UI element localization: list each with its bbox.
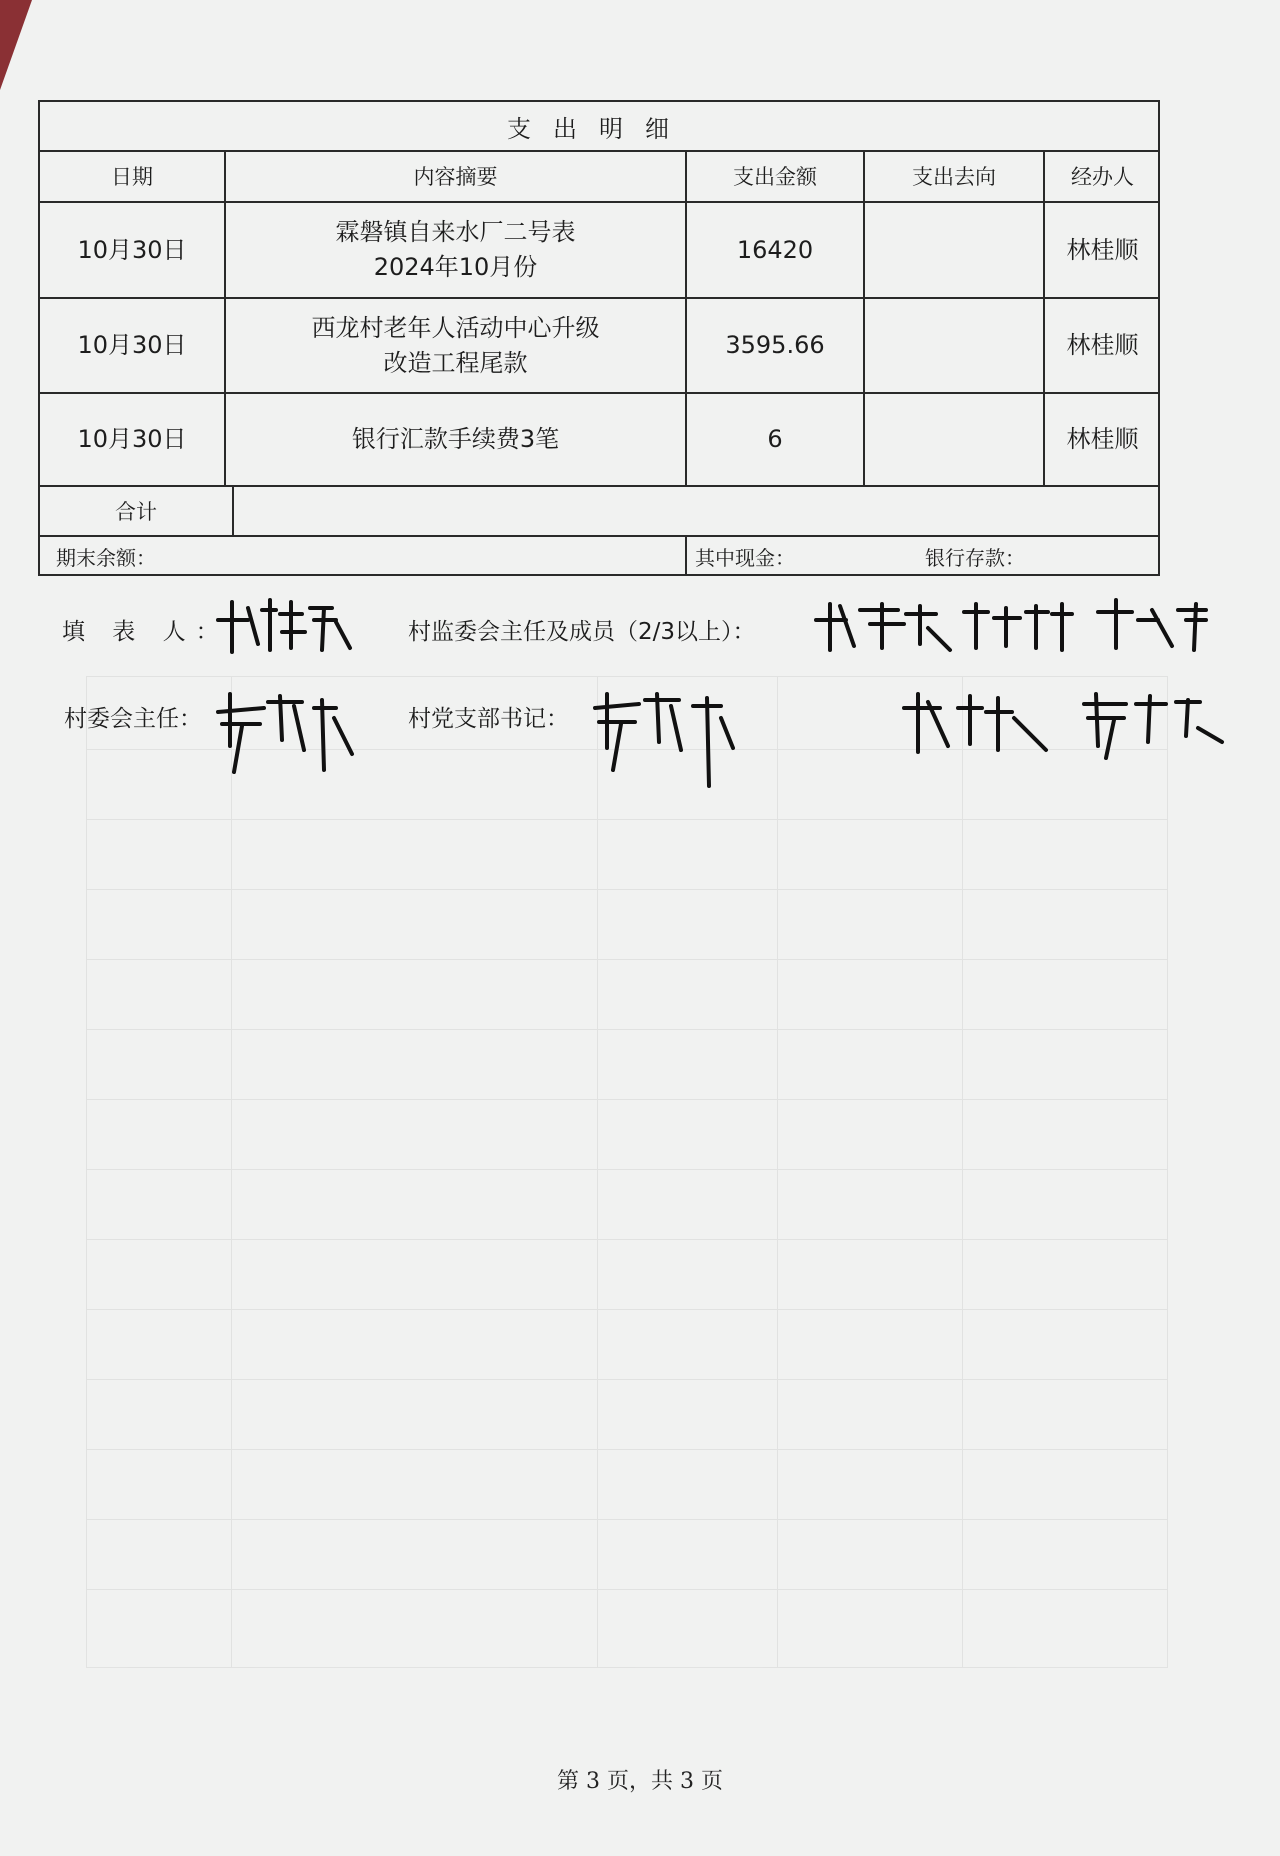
- total-row: [40, 487, 1158, 537]
- party-signature: [585, 684, 745, 794]
- ending-balance-label: 期末余额：: [40, 537, 687, 576]
- party-label: 村党支部书记：: [408, 706, 569, 732]
- row-amount: 3595.66: [687, 299, 865, 392]
- page-number: 第 3 页，共 3 页: [557, 1769, 723, 1794]
- row-amount: 6: [687, 394, 865, 485]
- table-header-row: [40, 150, 1158, 203]
- header-amount: 支出金额: [687, 150, 865, 201]
- header-date: 日期: [40, 150, 226, 201]
- row-destination: [865, 203, 1045, 297]
- table-row: [40, 203, 1158, 299]
- row-amount: 16420: [687, 203, 865, 297]
- row-date: 10月30日: [40, 299, 226, 392]
- row-summary: 银行汇款手续费3笔: [226, 394, 687, 485]
- expense-detail-table: [38, 100, 1160, 576]
- row-date: 10月30日: [40, 394, 226, 485]
- committee-label: 村委会主任：: [64, 706, 202, 732]
- header-summary: 内容摘要: [226, 150, 687, 201]
- table-row: [40, 299, 1158, 394]
- extra-signatures: [900, 684, 1230, 764]
- header-handler: 经办人: [1071, 164, 1134, 189]
- header-destination: 支出去向: [865, 150, 1045, 201]
- bleed-through-table: [86, 676, 1168, 1668]
- total-label: 合计: [40, 487, 234, 535]
- table-title: 支出明细: [40, 102, 1158, 152]
- total-value: [234, 487, 1158, 535]
- cash-label: 其中现金：: [695, 546, 795, 570]
- row-summary: 霖磐镇自来水厂二号表 2024年10月份: [226, 203, 687, 297]
- row-summary: 西龙村老年人活动中心升级 改造工程尾款: [226, 299, 687, 392]
- row-destination: [865, 299, 1045, 392]
- supervisor-signatures: [812, 592, 1222, 660]
- preparer-signature: [210, 590, 360, 660]
- table-row: [40, 394, 1158, 487]
- supervisor-label: 村监委会主任及成员（2/3以上）：: [408, 619, 756, 645]
- row-handler: 林桂顺: [1066, 425, 1139, 454]
- row-handler: 林桂顺: [1066, 235, 1139, 264]
- ending-balance-row: [40, 537, 1158, 576]
- preparer-label: 填 表 人：: [62, 619, 229, 645]
- bank-label: 银行存款：: [925, 546, 1025, 570]
- ending-balance-breakdown: [687, 537, 1158, 576]
- row-handler: 林桂顺: [1066, 331, 1139, 360]
- committee-signature: [208, 684, 368, 794]
- row-date: 10月30日: [40, 203, 226, 297]
- row-destination: [865, 394, 1045, 485]
